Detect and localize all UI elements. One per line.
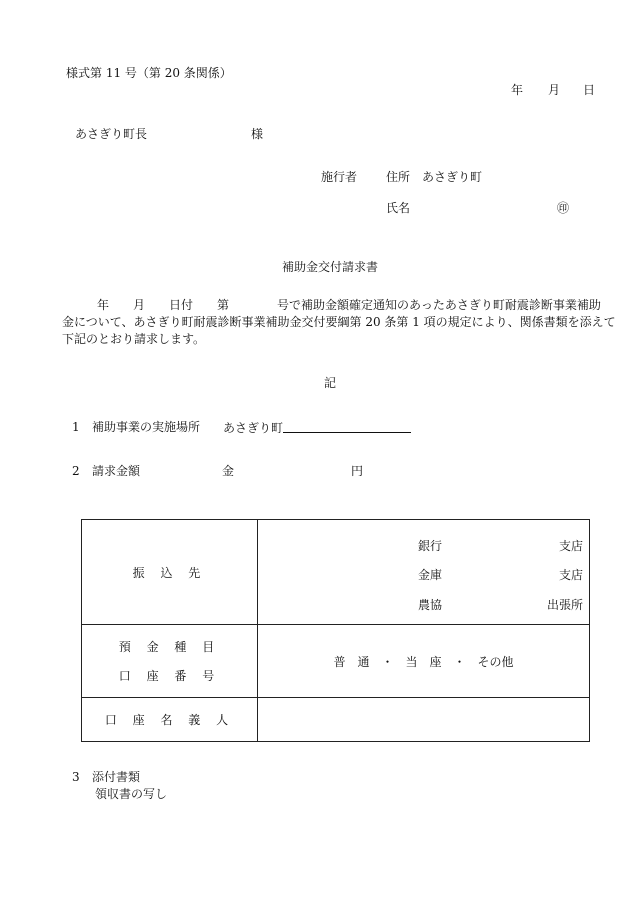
body-line-2: 金について、あさぎり町耐震診断事業補助金交付要綱第 20 条第 1 項の規定により、関係書類を添えて <box>62 315 616 329</box>
applicant-name-label: 氏名 <box>386 201 411 215</box>
date-day-label: 日 <box>583 83 596 97</box>
transfer-label-cell <box>82 520 258 625</box>
document-title: 補助金交付請求書 <box>282 260 379 274</box>
transfer-label: 振 込 先 <box>132 565 207 580</box>
account-holder-value <box>258 698 590 742</box>
bank-option-right: 出張所 <box>546 598 583 612</box>
applicant-role: 施行者 <box>321 170 358 184</box>
bank-option-left: 農協 <box>418 598 443 612</box>
deposit-row <box>82 625 590 698</box>
applicant-address-label: 住所 <box>386 170 411 184</box>
item1-value <box>223 420 411 435</box>
item3-label: 添付書類 <box>92 770 141 784</box>
item1-label: 補助事業の実施場所 <box>92 420 201 434</box>
account-number-label: 口 座 番 号 <box>118 668 221 683</box>
seal-mark: ㊞ <box>557 201 570 215</box>
bank-option-right: 支店 <box>558 539 583 553</box>
item2-number: 2 <box>72 464 80 478</box>
addressee-name: あさぎり町長 <box>75 127 148 141</box>
transfer-row <box>82 520 590 625</box>
item2-label: 請求金額 <box>92 464 141 478</box>
bank-transfer-table <box>81 519 590 742</box>
item1-number: 1 <box>72 420 80 434</box>
date-month-label: 月 <box>548 83 561 97</box>
bank-option-row <box>258 566 589 582</box>
item1-value-text: あさぎり町 <box>223 421 284 435</box>
item2-prefix: 金 <box>222 464 235 478</box>
addressee-honorific: 様 <box>251 127 264 141</box>
form-number: 様式第 11 号（第 20 条関係） <box>66 66 232 80</box>
bank-options-cell <box>258 520 590 625</box>
deposit-label-cell <box>82 625 258 698</box>
holder-row <box>82 698 590 742</box>
deposit-options-cell <box>258 625 590 698</box>
applicant-address-value: あさぎり町 <box>422 170 483 184</box>
date-year-label: 年 <box>511 83 524 97</box>
item1-blank-line <box>283 420 411 433</box>
deposit-type-label: 預 金 種 目 <box>118 639 221 654</box>
item3-number: 3 <box>72 770 80 784</box>
attachment-item: 領収書の写し <box>95 787 168 801</box>
bank-option-left: 銀行 <box>418 539 443 553</box>
bank-option-row <box>258 596 589 612</box>
item2-unit: 円 <box>351 464 364 478</box>
ki-heading: 記 <box>324 376 337 390</box>
holder-label-cell <box>82 698 258 742</box>
account-holder-label: 口 座 名 義 人 <box>104 713 235 727</box>
bank-option-row <box>258 537 589 553</box>
body-paragraph <box>62 297 616 348</box>
body-line-3: 下記のとおり請求します。 <box>62 332 206 346</box>
body-line-1: 年 月 日付 第 号で補助金額確定通知のあったあさぎり町耐震診断事業補助 <box>97 298 601 312</box>
bank-option-left: 金庫 <box>418 568 443 582</box>
deposit-options: 普 通 ・ 当 座 ・ その他 <box>333 654 514 669</box>
bank-option-right: 支店 <box>558 568 583 582</box>
